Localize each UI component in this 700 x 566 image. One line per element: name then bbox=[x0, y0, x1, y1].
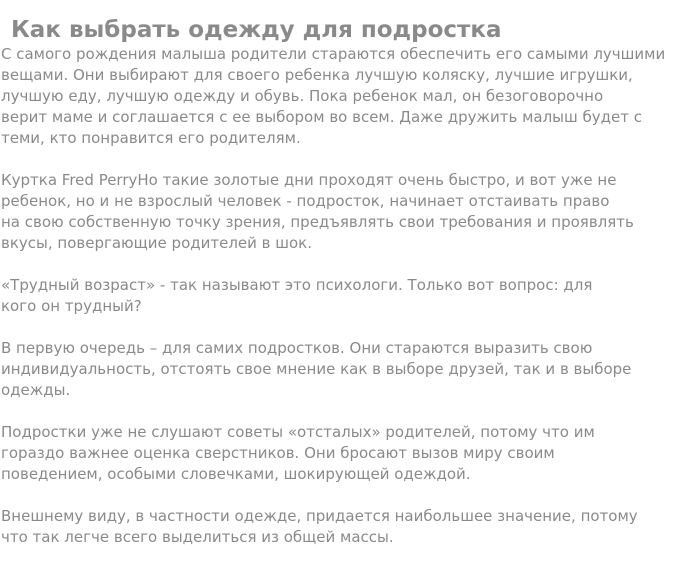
paragraph-line: поведением, особыми словечками, шокирующей одеждой. bbox=[1, 465, 471, 483]
paragraph bbox=[1, 170, 696, 254]
paragraph-line: вкусы, повергающие родителей в шок. bbox=[1, 234, 313, 252]
paragraph-line: «Трудный возраст» - так называют это психологи. Только вот вопрос: для bbox=[1, 276, 593, 294]
paragraph-line: гораздо важнее оценка сверстников. Они бросают вызов миру своим bbox=[1, 444, 555, 462]
paragraph bbox=[1, 275, 696, 317]
paragraph-line: В первую очередь – для самих подростков. Они стараются выразить свою bbox=[1, 339, 593, 357]
paragraph-line: ребенок, но и не взрослый человек - подросток, начинает отстаивать право bbox=[1, 192, 610, 210]
paragraph-line: кого он трудный? bbox=[1, 297, 142, 315]
article-title: Как выбрать одежду для подростка bbox=[11, 17, 502, 43]
paragraph-line: Подростки уже не слушают советы «отсталых» родителей, потому что им bbox=[1, 423, 595, 441]
paragraph bbox=[1, 44, 696, 149]
paragraph-line: на свою собственную точку зрения, предъявлять свои требования и проявлять bbox=[1, 213, 634, 231]
paragraph-line: индивидуальность, отстоять свое мнение как в выборе друзей, так и в выборе bbox=[1, 360, 632, 378]
paragraph-line: одежды. bbox=[1, 381, 71, 399]
paragraph bbox=[1, 338, 696, 401]
paragraph-line: что так легче всего выделиться из общей массы. bbox=[1, 528, 394, 546]
paragraph-line: верит маме и соглашается с ее выбором во всем. Даже дружить малыш будет с bbox=[1, 108, 642, 126]
paragraph-line: Куртка Fred PerryНо такие золотые дни проходят очень быстро, и вот уже не bbox=[1, 171, 617, 189]
paragraph-line: лучшую еду, лучшую одежду и обувь. Пока ребенок мал, он безоговорочно bbox=[1, 87, 604, 105]
paragraph-line: вещами. Они выбирают для своего ребенка лучшую коляску, лучшие игрушки, bbox=[1, 66, 633, 84]
paragraph-line: Внешнему виду, в частности одежде, придается наибольшее значение, потому bbox=[1, 507, 638, 525]
paragraph bbox=[1, 506, 696, 548]
paragraph-line: С самого рождения малыша родители стараются обеспечить его самыми лучшими bbox=[1, 45, 666, 63]
paragraph bbox=[1, 422, 696, 485]
paragraph-line: теми, кто понравится его родителям. bbox=[1, 129, 301, 147]
